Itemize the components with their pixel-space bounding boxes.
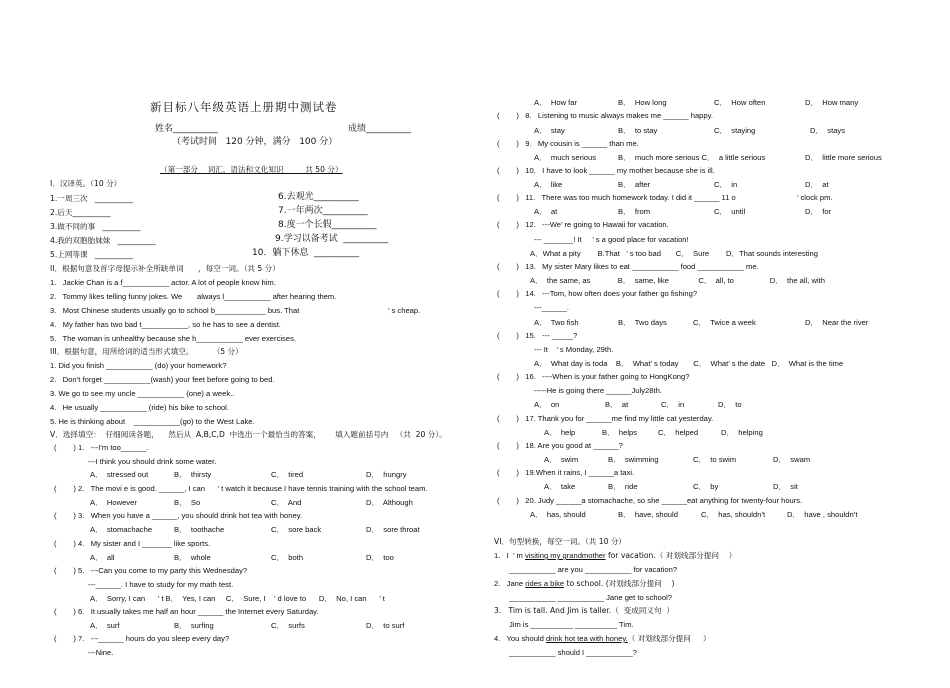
choice-q17: ( ) 17. Thank you for ______me find my little cat yesterday. (497, 414, 714, 423)
section5-heading: V．选择填空： 仔细阅读各题， 然后从 A,B,C,D 中选出一个最恰当的答案， 填入题前括号内 （共 20 分）。 (50, 430, 447, 439)
choice-q7: ( ) 7. ---______ hours do you sleep every day? (54, 634, 230, 643)
q9-option-d: D． little more serious (805, 153, 882, 162)
q1-option-c: C． tired (271, 470, 304, 479)
transform-item-2-answer: ___________ ___________ Jane get to school? (509, 593, 672, 602)
q5-options: A． Sorry, I can ’ t B． Yes, I can C． Sure, I ’ d love to D． No, I can ’ t (90, 594, 385, 603)
q11-option-a: A． at (534, 207, 558, 216)
t4-text-c: （ 对划线部分提问 ） (627, 634, 711, 643)
t1-text-a: 1. I ’ m (494, 551, 525, 560)
q6-option-c: C． surfs (271, 621, 305, 630)
q18-option-c: C． to swim (693, 455, 737, 464)
q4-option-c: C． both (271, 553, 304, 562)
t1-underlined: visiting my grandmother (524, 551, 606, 560)
transform-item-2 (494, 579, 674, 588)
q17-option-d: D． helping (721, 428, 763, 437)
q16-option-a: A． on (534, 400, 560, 409)
q19-option-a: A． take (544, 482, 576, 491)
choice-q11-tail: ’ clock pm. (797, 193, 833, 202)
fill-item-2: 2. Tommy likes telling funny jokes. We always l___________ after hearing them. (50, 292, 337, 301)
q8-option-c: C． staying (714, 126, 756, 135)
transform-item-4 (494, 634, 711, 643)
q6-option-a: A． surf (90, 621, 120, 630)
q17-option-a: A． help (544, 428, 576, 437)
q18-option-b: B． swimming (608, 455, 659, 464)
choice-q4: ( ) 4. My sister and I _______ like sports. (54, 539, 211, 548)
q11-option-d: D． for (805, 207, 832, 216)
q2-option-d: D． Although (366, 498, 413, 507)
choice-q13: ( ) 13. My sister Mary likes to eat ___________ food ___________ me. (497, 262, 759, 271)
grammar-item-5: 5. He is thinking about ___________(go) to the West Lake. (50, 417, 255, 426)
grammar-item-4: 4. He usually ___________ (ride) his bike to school. (50, 403, 229, 412)
q9-option-a: A． much serious (534, 153, 597, 162)
t2-text-c: to school. (对划线部分提问 ) (564, 579, 675, 588)
q20-option-a: A． has, should (530, 510, 586, 519)
q7-option-a: A． How far (534, 98, 578, 107)
vocab-item-9: 9.学习以备考试 __________ (275, 234, 389, 244)
q7-option-b: B． How long (618, 98, 667, 107)
section6-heading: VI．句型转换，每空一词。（共 10 分） (494, 537, 627, 546)
q13-options: A． the same, as B． same, like C． all, to D． the all, with (530, 276, 825, 285)
choice-q15: ( ) 15. --- _____? (497, 331, 578, 340)
fill-item-5: 5. The woman is unhealthy because she h___________ ever exercises. (50, 334, 296, 343)
choice-q1-reply: ---I think you should drink some water. (88, 457, 217, 466)
q8-option-d: D． stays (810, 126, 846, 135)
q18-option-a: A． swim (544, 455, 579, 464)
choice-q14-reply: ---______. (534, 303, 570, 312)
q3-option-a: A． stomachache (90, 525, 153, 534)
q3-option-b: B． toothache (174, 525, 225, 534)
fill-item-4: 4. My father has two bad t___________, so he has to see a dentist. (50, 320, 281, 329)
vocab-item-5: 5.上网等课 __________ (50, 250, 133, 259)
vocab-item-8: 8.度一个长假__________ (278, 220, 377, 230)
choice-q3: ( ) 3. When you have a ______, you should drink hot tea with honey. (54, 511, 303, 520)
vocab-item-1: 1.一周三次 __________ (50, 194, 133, 203)
q8-option-b: B． to stay (618, 126, 658, 135)
vocab-item-6: 6.去观光__________ (278, 192, 359, 202)
t4-underlined: drink hot tea with honey. (545, 634, 628, 643)
q18-option-d: D． swam (773, 455, 811, 464)
q11-option-c: C． until (714, 207, 746, 216)
part1-heading: （第一部分 词汇，语法和文化知识 共 50 分） (160, 165, 343, 174)
transform-item-4-answer: ___________ should I ___________? (509, 648, 637, 657)
choice-q19: ( ) 19.When it rains, I ______a taxi. (497, 468, 635, 477)
vocab-item-7: 7.一年两次__________ (278, 206, 368, 216)
q20-option-c: C． has, shouldn’t (701, 510, 766, 519)
q19-option-b: B． ride (608, 482, 638, 491)
vocab-item-4: 4.我的双胞胎妹妹 __________ (50, 236, 156, 245)
grammar-item-2: 2. Don’t forget ___________(wash) your feet before going to bed. (50, 375, 275, 384)
q10-option-d: D． at (805, 180, 829, 189)
choice-q6: ( ) 6. It usually takes me half an hour ______ the Internet every Saturday. (54, 607, 319, 616)
t2-underlined: rides a bike (525, 579, 565, 588)
choice-q12-reply: --- _______! It ’ s a good place for vacation! (534, 235, 689, 244)
q14-option-a: A． Two fish (534, 318, 579, 327)
vocab-item-10: 10．躺下休息 __________ (252, 248, 360, 258)
q1-option-d: D． hungry (366, 470, 407, 479)
t2-text-a: 2. Jane (494, 579, 526, 588)
q2-option-a: A． However (90, 498, 137, 507)
q11-option-b: B． from (618, 207, 651, 216)
q17-option-b: B． helps (602, 428, 638, 437)
q14-option-d: D． Near the river (805, 318, 869, 327)
choice-q16-reply: -----He is going there ______July28th. (534, 386, 662, 395)
q15-options: A． What day is toda B． What’ s today C． What’ s the date D． What is the time (534, 359, 844, 368)
exam-title: 新目标八年级英语上册期中测试卷 (150, 100, 338, 114)
q6-option-d: D． to surf (366, 621, 405, 630)
section3-heading: III．根据句意，用所给词的适当形式填空。 （5 分） (50, 347, 243, 356)
q4-option-d: D． too (366, 553, 394, 562)
choice-q2: ( ) 2. The movi e is good. ______, I can ’ t watch it because I have tennis training with the school team. (54, 484, 428, 493)
q14-option-b: B． Two days (618, 318, 667, 327)
q3-option-c: C． sore back (271, 525, 322, 534)
q19-option-c: C． by (693, 482, 719, 491)
choice-q16: ( ) 16. ----When is your father going to HongKong? (497, 372, 690, 381)
vocab-item-2: 2.后天__________ (50, 208, 111, 217)
t4-text-a: 4. You should (494, 634, 546, 643)
q20-option-d: D． have , shouldn’t (787, 510, 858, 519)
q10-option-b: B． after (618, 180, 651, 189)
choice-q20: ( ) 20. Judy ______a stomachache, so she ______eat anything for twenty-four hours. (497, 496, 803, 505)
q2-option-b: B． So (174, 498, 201, 507)
transform-item-1-answer: ___________ are you ___________ for vacation? (509, 565, 678, 574)
transform-item-3-answer: Jim is __________ __________ Tim. (509, 620, 634, 629)
choice-q7-reply: ---Nine. (88, 648, 114, 657)
fill-item-3-tail: ’ s cheap. (388, 306, 421, 315)
fill-item-3: 3. Most Chinese students usually go to school b____________ bus. That (50, 306, 300, 315)
exam-time-info: （考试时间 120 分钟，满分 100 分） (172, 137, 338, 147)
grammar-item-1: 1. Did you finish ___________ (do) your homework? (50, 361, 227, 370)
fill-item-1: 1. Jackie Chan is a f___________ actor. A lot of people know him. (50, 278, 276, 287)
q7-option-d: D． How many (805, 98, 859, 107)
q10-option-a: A． like (534, 180, 563, 189)
q1-option-b: B． thirsty (174, 470, 212, 479)
q16-option-d: D． to (718, 400, 742, 409)
choice-q18: ( ) 18. Are you good at ______? (497, 441, 623, 450)
grammar-item-3: 3. We go to see my uncle ___________ (one) a week.. (50, 389, 235, 398)
q9-option-bc: B． much more serious C． a little serious (618, 153, 766, 162)
q12-options: A．What a pity B.That ’ s too bad C． Sure D．That sounds interesting (530, 249, 818, 258)
q4-option-b: B． whole (174, 553, 211, 562)
transform-item-1 (494, 551, 736, 560)
choice-q5: ( ) 5. ---Can you come to my party this Wednesday? (54, 566, 248, 575)
section2-heading: II．根据句意及首字母提示补全所缺单词 ，每空一词。（共 5 分） (50, 264, 280, 273)
choice-q8: ( ) 8. Listening to music always makes me ______ happy. (497, 111, 713, 120)
q14-option-c: C． Twice a week (693, 318, 756, 327)
q8-option-a: A． stay (534, 126, 565, 135)
choice-q10: ( ) 10. I have to look ______ my mother because she is ill. (497, 166, 715, 175)
choice-q9: ( ) 9. My cousin is ______ than me. (497, 139, 639, 148)
q3-option-d: D． sore throat (366, 525, 420, 534)
choice-q12: ( ) 12. ---We’ re going to Hawaii for vacation. (497, 220, 669, 229)
vocab-item-3: 3.做不同的事 __________ (50, 222, 141, 231)
q1-option-a: A． stressed out (90, 470, 149, 479)
q7-option-c: C． How often (714, 98, 766, 107)
score-line: 成绩__________ (348, 124, 412, 134)
q16-option-c: C． in (661, 400, 685, 409)
section1-heading: I．汉译英。（10 分） (50, 179, 122, 188)
q20-option-b: B． have, should (618, 510, 678, 519)
q16-option-b: B． at (605, 400, 629, 409)
q19-option-d: D． sit (773, 482, 798, 491)
choice-q15-reply: --- It ’ s Monday, 29th. (534, 345, 614, 354)
q10-option-c: C． in (714, 180, 738, 189)
q2-option-c: C． And (271, 498, 302, 507)
choice-q1: ( ) 1. ---I'm too______. (54, 443, 149, 452)
name-line: 姓名__________ (155, 124, 219, 134)
choice-q11: ( ) 11. There was too much homework today. I did it ______ 11 o (497, 193, 736, 202)
q6-option-b: B． surfing (174, 621, 214, 630)
choice-q5-reply: ---______. I have to study for my math test. (88, 580, 234, 589)
transform-item-3: 3. Tim is tall. And Jim is taller.（ 变成同义句 ） (494, 606, 675, 615)
q4-option-a: A． all (90, 553, 115, 562)
q17-option-c: C． helped (658, 428, 699, 437)
choice-q14: ( ) 14. ---Tom, how often does your father go fishing? (497, 289, 698, 298)
t1-text-c: for vacation.（ 对划线部分提问 ） (605, 551, 737, 560)
